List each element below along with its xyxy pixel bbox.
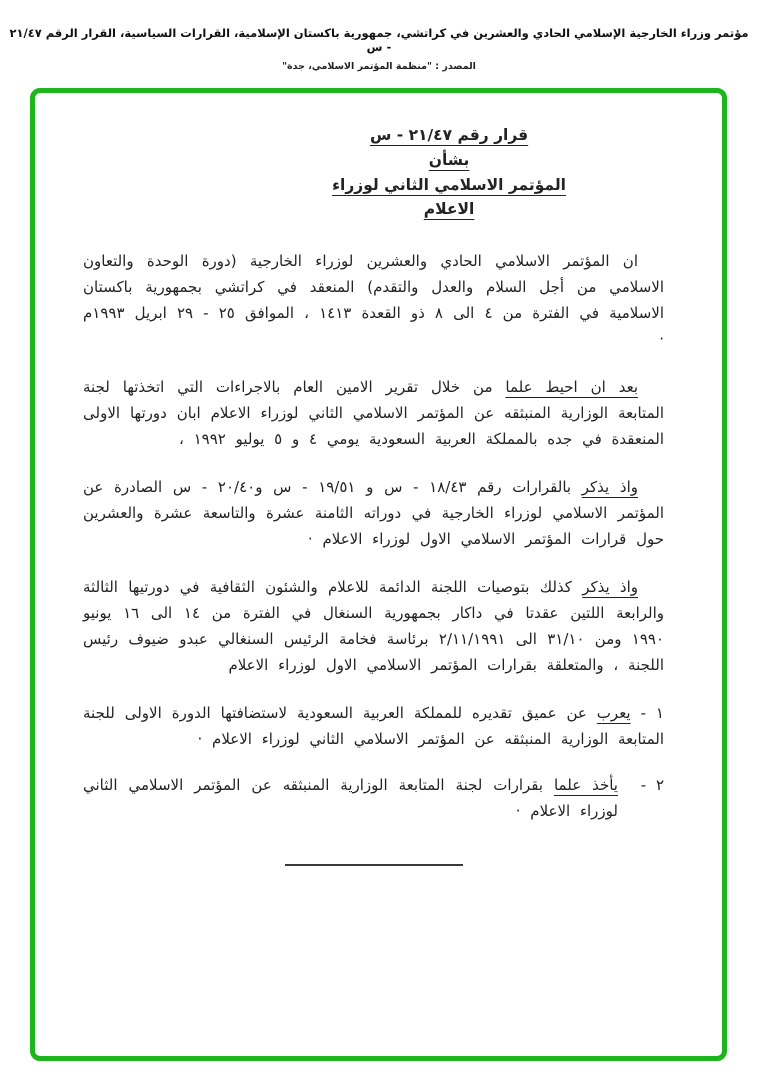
preamble-text: ان المؤتمر الاسلامي الحادي والعشرين لوزراء الخارجية (دورة الوحدة والتعاون الاسلامي من أجل السلام والعدل والتقدم) المنعقد في كراتشي بجمهورية باكستان الاسلامية في الفترة من ٤ الى ٨ ذو القعدة ١٤١٣ ، الموافق ٢٥ - ٢٩ ابريل ١٩٩٣م · bbox=[83, 252, 665, 348]
document-frame bbox=[30, 88, 727, 1061]
recalling-paragraph bbox=[83, 474, 664, 552]
noting-paragraph bbox=[83, 374, 664, 452]
conference-title: المؤتمر الاسلامي الثاني لوزراء الاعلام bbox=[332, 176, 566, 218]
noting-lead: بعد ان احيط علما bbox=[505, 378, 639, 396]
noting-text: من خلال تقرير الامين العام بالاجراءات التي اتخذتها لجنة المتابعة الوزارية المنبثقه عن المؤتمر الاسلامي الثاني لوزراء الاعلام ابان دورتها الاولى المنعقدة في جده بالمملكة العربية السعودية يومي ٤ و ٥ يوليو ١٩٩٢ ، bbox=[83, 378, 664, 448]
resolution-item-2 bbox=[83, 772, 664, 824]
item-1-lead: يعرب bbox=[596, 704, 631, 722]
resolution-item-1 bbox=[83, 700, 664, 752]
recalling-also-paragraph bbox=[83, 574, 664, 678]
subject-label: بشأن bbox=[428, 151, 470, 169]
citation-source: المصدر : "منظمة المؤتمر الاسلامي، جدة" bbox=[282, 61, 476, 72]
item-2-lead: يأخذ علما bbox=[553, 776, 618, 794]
item-2-text: بقرارات لجنة المتابعة الوزارية المنبثقه عن المؤتمر الاسلامي الثاني لوزراء الاعلام · bbox=[83, 776, 618, 820]
recalling-also-text: كذلك بتوصيات اللجنة الدائمة للاعلام والشئون الثقافية في دورتيها الثالثة والرابعة اللتين عقدتا في داكار بجمهورية السنغال في الفترة من ١٤ الى ١٦ يونيو ١٩٩٠ ومن ٣١/١٠ الى ٢/١١/١٩٩١ برئاسة فخامة الرئيس السنغالي عبدو ضيوف رئيس اللجنة ، والمتعلقة بقرارات المؤتمر الاسلامي الاول لوزراء الاعلام bbox=[83, 578, 664, 674]
recalling-lead: واذ يذكر bbox=[581, 478, 638, 496]
document-content bbox=[35, 93, 722, 866]
recalling-also-lead: واذ يذكر bbox=[582, 578, 638, 596]
resolution-number-title: قرار رقم ٢١/٤٧ - س bbox=[369, 126, 529, 144]
citation-header bbox=[8, 26, 750, 72]
preamble-paragraph bbox=[83, 248, 664, 352]
closing-rule bbox=[285, 864, 463, 866]
item-2-number: ٢ - bbox=[640, 776, 664, 794]
resolution-title-block bbox=[315, 123, 582, 222]
item-1-number: ١ - bbox=[640, 704, 664, 722]
item-1-text: عن عميق تقديره للمملكة العربية السعودية لاستضافتها الدورة الاولى للجنة المتابعة الوزارية المنبثقه عن المؤتمر الاسلامي الثاني لوزراء الاعلام · bbox=[83, 704, 664, 748]
citation-title: مؤتمر وزراء الخارجية الإسلامي الحادي والعشرين في كراتشي، جمهورية باكستان الإسلامية، القرارات السياسية، القرار الرقم ٢١/٤٧ - س bbox=[9, 26, 749, 54]
recalling-text: بالقرارات رقم ١٨/٤٣ - س و ١٩/٥١ - س و٢٠/٤٠ - س الصادرة عن المؤتمر الاسلامي لوزراء الخارجية في دوراته الثامنة عشرة والتاسعة عشرة والعشرين حول قرارات المؤتمر الاسلامي الاول لوزراء الاعلام · bbox=[83, 478, 664, 548]
